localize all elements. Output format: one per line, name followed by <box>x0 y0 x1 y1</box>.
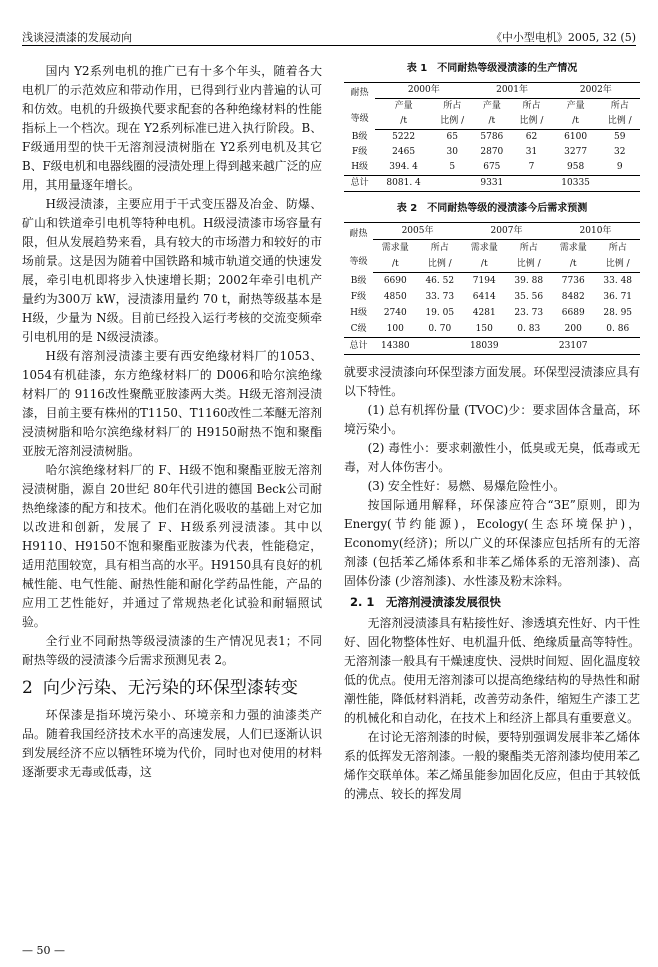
table-cell: 7736 <box>561 276 585 286</box>
paragraph: 按国际通用解释，环保漆应符合“3E”原则，即为 Energy(节约能源)，Ecology(生态环境保护)，Economy(经济)；所以广义的环保漆应包括所有的无溶剂漆 (包括苯乙烯体系和非苯乙烯体系的无溶剂漆)、高固体份漆 (少溶剂漆)、水性漆及粉末涂料。 <box>344 498 640 588</box>
col-unit: /t <box>552 114 600 130</box>
subsection-heading: 2. 1 无溶剂浸渍漆发展很快 <box>350 595 501 609</box>
table-cell: 31 <box>525 147 538 157</box>
table-cell: 14380 <box>373 338 417 355</box>
table-cell: 5786 <box>480 132 504 142</box>
table-cell: 6690 <box>383 276 407 286</box>
table-cell: 9331 <box>472 176 511 192</box>
table-cell: 0. 83 <box>517 324 541 334</box>
table-cell: 6689 <box>561 308 585 318</box>
year-header: 2002年 <box>552 83 640 99</box>
table-cell: 2740 <box>383 308 407 318</box>
table-cell: 4850 <box>383 292 407 302</box>
table-row <box>344 176 640 192</box>
year-header: 2005年 <box>373 223 462 240</box>
row-grade: H级 <box>351 162 369 172</box>
table-cell: 394. 4 <box>389 162 418 172</box>
section-heading <box>22 676 322 700</box>
year-header: 2001年 <box>472 83 551 99</box>
section-title: 向少污染、无污染的环保型漆转变 <box>42 678 298 698</box>
col-unit: 比例 / <box>507 256 551 273</box>
paragraph: 就要求浸渍漆向环保型漆方面发展。环保型浸渍漆应具有以下特性。 <box>344 365 640 398</box>
table-cell: 23107 <box>551 338 595 355</box>
section-number: 2 <box>22 678 33 698</box>
col-header: 所占 <box>443 101 462 111</box>
row-grade: B级 <box>351 131 368 142</box>
row-grade: F级 <box>351 147 368 157</box>
page-number: — 50 — <box>22 944 65 957</box>
col-unit: 比例 / <box>511 114 551 130</box>
table1 <box>344 82 640 192</box>
grade-header: 耐热 等级 <box>344 223 373 273</box>
paragraph: 无溶剂浸渍漆具有粘接性好、渗透填充性好、内干性好、固化物整体性好、电机温升低、绝缘质量高等特性。无溶剂漆一般具有干燥速度快、浸烘时间短、固化温度较低的优点。使用无溶剂漆可以提高绝缘结构的导热性和耐潮性能，降低材料消耗，改善劳动条件，缩短生产漆工艺的机械化和自动化，在技术上和经济上都具有重要意义。 <box>344 616 640 725</box>
row-grade: 总计 <box>344 338 373 355</box>
table-cell: 33. 48 <box>603 276 633 286</box>
table1-caption: 表 1 不同耐热等级浸渍漆的生产情况 <box>406 63 578 74</box>
paragraph: 哈尔滨绝缘材料厂的 F、H级不饱和聚酯亚胺无溶剂浸渍树脂，源自 20世纪 80年代引进的德国 Beck公司耐热绝缘漆的配方和技术。他们在消化吸收的基础上对它加以改进和创新，发展了 F、H级系列浸渍漆。其中以 H9110、H9150不饱和聚酯亚胺漆为代表，性能稳定，适用范围较宽，具有相当高的水平。H9150具有良好的机械性能、电气性能、耐热性能和耐化学药品性能，产品的应用工艺性能好，并通过了常规热老化试验和耐辐照试验。 <box>22 463 322 629</box>
table-cell: 958 <box>567 162 585 172</box>
table-row <box>344 130 640 146</box>
left-column <box>22 62 322 782</box>
year-header: 2010年 <box>551 223 640 240</box>
col-header: 产量 <box>566 101 585 111</box>
table-cell: 2870 <box>480 147 504 157</box>
col-header: 产量 <box>482 101 501 111</box>
table-cell: 150 <box>475 324 493 334</box>
col-header: 需求量 <box>559 243 587 253</box>
row-grade: B级 <box>350 275 367 286</box>
col-header: 需求量 <box>381 243 409 253</box>
col-header: 所占 <box>519 243 538 253</box>
col-unit: 比例 / <box>432 114 472 130</box>
col-unit: /t <box>375 114 432 130</box>
table-cell: 33. 73 <box>425 292 455 302</box>
table1-body <box>344 130 640 192</box>
table-row <box>344 321 640 338</box>
table-row <box>344 160 640 176</box>
header-right: 《中小型电机》2005, 32 (5) <box>490 31 636 44</box>
running-header <box>22 26 636 46</box>
table-cell: 0. 86 <box>606 324 630 334</box>
table-cell <box>432 176 472 192</box>
table-cell: 5 <box>449 162 456 172</box>
table-cell <box>511 176 551 192</box>
table-cell: 23. 73 <box>514 308 544 318</box>
col-unit: 比例 / <box>418 256 462 273</box>
table-cell: 9 <box>616 162 623 172</box>
paragraph: 环保漆是指环境污染小、环境亲和力强的油漆类产品。随着我国经济技术水平的高速发展，人们已逐渐认识到发展经济不应以牺牲环境为代价，同时也对使用的材料逐渐要求无毒或低毒，这 <box>22 708 322 779</box>
table-cell: 4281 <box>472 308 496 318</box>
row-grade: F级 <box>350 292 367 302</box>
table-cell: 8081. 4 <box>375 176 432 192</box>
table-cell: 200 <box>564 324 582 334</box>
right-column <box>344 62 640 804</box>
table-cell: 59 <box>614 132 626 142</box>
table-cell: 7194 <box>472 276 496 286</box>
header-rule <box>22 45 636 46</box>
table-cell <box>418 338 462 355</box>
table-cell: 35. 56 <box>514 292 544 302</box>
paragraph: H级有溶剂浸渍漆主要有西安绝缘材料厂的1053、1054有机硅漆，东方绝缘材料厂的 D006和哈尔滨绝缘材料厂的 9116改性聚酰亚胺漆两大类。H级无溶剂浸渍漆，目前主要有株州的T1150、T1160改性二苯醚无溶剂浸渍树脂和哈尔滨绝缘材料厂的 H9150耐热不饱和聚酯亚胺无溶剂浸渍树脂。 <box>22 349 322 458</box>
grade-header: 耐热 等级 <box>344 83 375 130</box>
table-cell: 62 <box>525 132 538 142</box>
table-cell: 46. 52 <box>425 276 455 286</box>
table2-caption: 表 2 不同耐热等级的浸渍漆今后需求预测 <box>396 203 588 214</box>
paragraph: 国内 Y2系列电机的推广已有十多个年头，随着各大电机厂的示范效应和带动作用，已得到行业内普遍的认可和仿效。电机的升级换代要求配套的各种绝缘材料的性能指标上一个档次。现在 Y2系列标准已进入执行阶段。B、F级通用型的快干无溶剂浸渍树脂在 Y2系列电机及其它 B、F级电机和电器线圈的浸渍处理上得到越来越广泛的应用，其用量逐年增长。 <box>22 64 322 192</box>
table2 <box>344 222 640 355</box>
list-item: (3) 安全性好：易燃、易爆危险性小。 <box>367 479 566 493</box>
col-header: 所占 <box>430 243 449 253</box>
table-cell: 5222 <box>392 132 416 142</box>
year-header: 2000年 <box>375 83 472 99</box>
table-cell: 10335 <box>552 176 600 192</box>
table-cell: 6414 <box>472 292 496 302</box>
col-unit: /t <box>373 256 417 273</box>
col-unit: /t <box>551 256 595 273</box>
table-cell <box>595 338 640 355</box>
table-row <box>344 145 640 160</box>
table-cell: 32 <box>614 147 626 157</box>
paragraph: 在讨论无溶剂漆的时候，要特别强调发展非苯乙烯体系的低挥发无溶剂漆。一般的聚酯类无溶剂漆均使用苯乙烯作交联单体。苯乙烯虽能参加固化反应，但由于其较低的沸点、较长的挥发周 <box>344 730 640 801</box>
col-header: 所占 <box>522 101 541 111</box>
row-grade: 总计 <box>344 176 375 192</box>
col-unit: /t <box>462 256 506 273</box>
table-cell <box>600 176 641 192</box>
table-cell: 100 <box>386 324 404 334</box>
paragraph: H级浸渍漆，主要应用于干式变压器及冶金、防爆、矿山和铁道牵引电机等特种电机。H级浸渍漆市场容量有限，但从发展趋势来看，具有较大的市场潜力和较好的市场前景。这是因为随着中国铁路和城市轨道交通的快速发展，牵引电机即将步入快速增长期；2002年牵引电机产量约为300万 kW，浸渍漆用量约 70 t，耐热等级基本是 H级，少量为 N级。目前已经投入运行考核的交流变频牵引电机用的是 N级浸渍漆。 <box>22 197 322 344</box>
col-unit: 比例 / <box>600 114 641 130</box>
table-cell: 19. 05 <box>425 308 455 318</box>
table-cell: 2465 <box>392 147 416 157</box>
col-header: 所占 <box>608 243 627 253</box>
list-item: (1) 总有机挥份量 (TVOC)少：要求固体含量高，环境污染小。 <box>344 403 640 436</box>
table-cell <box>507 338 551 355</box>
table-row <box>344 338 640 355</box>
row-grade: H级 <box>350 308 367 318</box>
table-cell: 8482 <box>561 292 585 302</box>
col-unit: 比例 / <box>595 256 640 273</box>
table-row <box>344 305 640 321</box>
list-item: (2) 毒性小：要求刺激性小，低臭或无臭，低毒或无毒，对人体伤害小。 <box>344 441 640 474</box>
table-cell: 28. 95 <box>603 308 633 318</box>
table-cell: 36. 71 <box>603 292 633 302</box>
table-cell: 18039 <box>462 338 506 355</box>
table-cell: 3277 <box>564 147 588 157</box>
header-left: 浅谈浸渍漆的发展动向 <box>22 31 132 44</box>
table-cell: 39. 88 <box>514 276 544 286</box>
table-row <box>344 289 640 305</box>
table-cell: 7 <box>528 162 535 172</box>
col-header: 产量 <box>394 101 413 111</box>
table-cell: 0. 70 <box>428 324 452 334</box>
paragraph: 全行业不同耐热等级浸渍漆的生产情况见表1；不同耐热等级的浸渍漆今后需求预测见表 2。 <box>22 634 322 667</box>
table-cell: 30 <box>446 147 458 157</box>
col-unit: /t <box>472 114 511 130</box>
year-header: 2007年 <box>462 223 551 240</box>
table-cell: 6100 <box>564 132 588 142</box>
table-cell: 675 <box>483 162 501 172</box>
row-grade: C级 <box>350 324 367 334</box>
col-header: 需求量 <box>470 243 498 253</box>
table-row <box>344 273 640 290</box>
table2-body <box>344 273 640 355</box>
table-cell: 65 <box>446 132 458 142</box>
col-header: 所占 <box>610 101 629 111</box>
